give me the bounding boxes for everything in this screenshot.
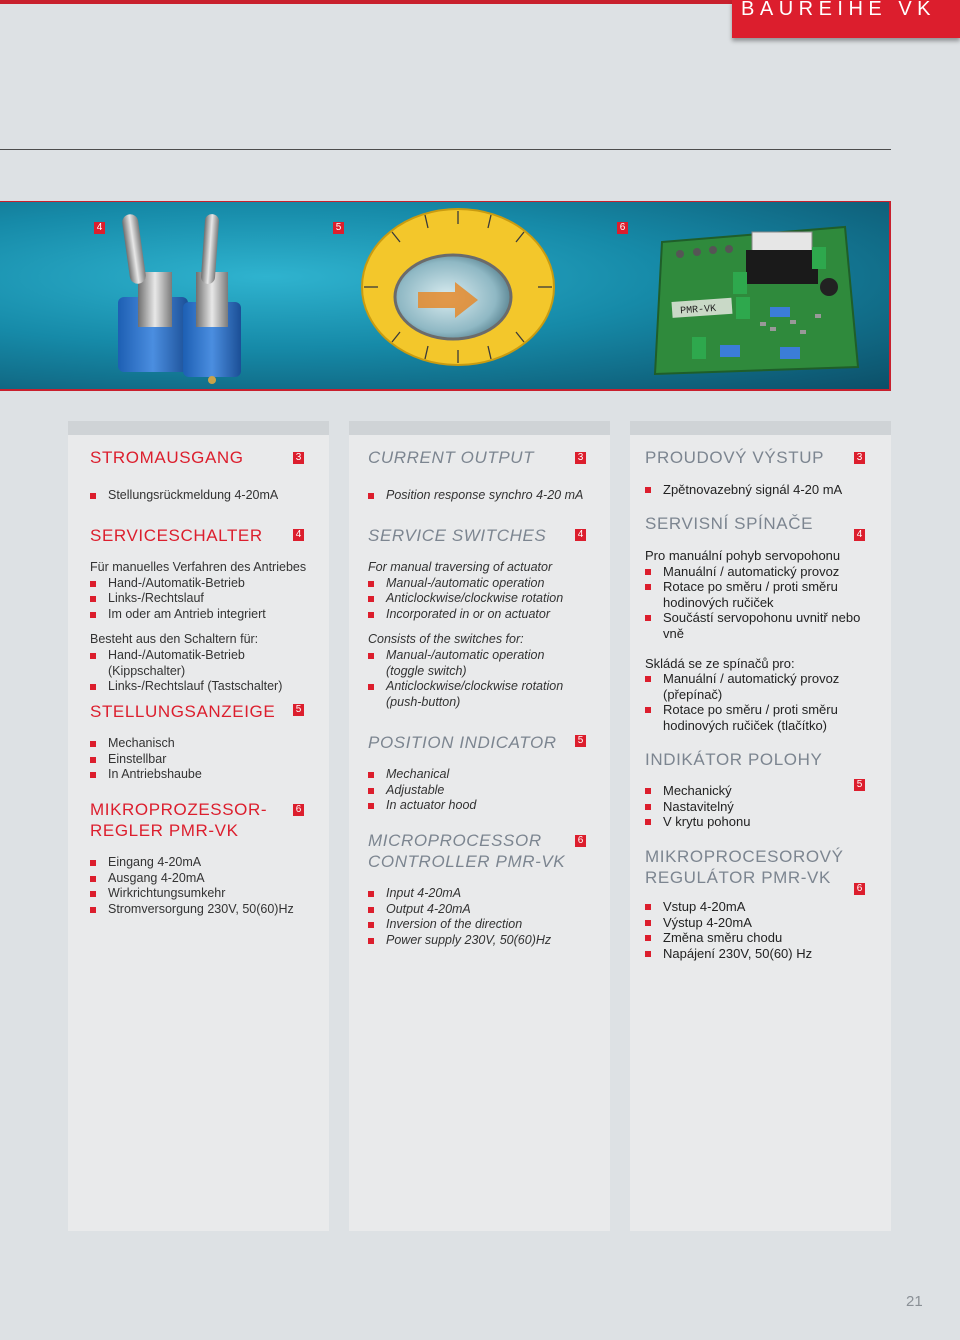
czech-column	[630, 421, 891, 1231]
list-item: Hand-/Automatik-Betrieb	[90, 576, 325, 592]
divider-line	[0, 149, 891, 150]
heading-line: REGLER PMR-VK	[90, 821, 239, 840]
photo-badge-5: 5	[333, 222, 344, 234]
list-item-line: Anticlockwise/clockwise rotation	[386, 679, 564, 694]
list-item: Výstup 4-20mA	[645, 915, 812, 931]
list-item: Incorporated in or on actuator	[368, 607, 603, 623]
list-item: Mechanický	[645, 783, 750, 799]
paragraph: Pro manuální pohyb servopohonu	[645, 548, 841, 563]
list-item: Input 4-20mA	[368, 886, 551, 902]
section-number: 4	[575, 529, 586, 541]
list-item: Napájení 230V, 50(60) Hz	[645, 946, 812, 962]
heading-position-indicator: POSITION INDICATOR	[368, 733, 557, 752]
list-item: In actuator hood	[368, 798, 476, 814]
section-number: 6	[575, 835, 586, 847]
list	[368, 767, 476, 814]
pcb-label: PMR-VK	[679, 303, 717, 318]
list	[645, 899, 812, 961]
list-item: Manual-/automatic operation	[368, 576, 603, 592]
list-item: Změna směru chodu	[645, 930, 812, 946]
list-item: Adjustable	[368, 783, 476, 799]
list-item-line: Součástí servopohonu uvnitř nebo	[663, 610, 861, 626]
section-number: 6	[293, 804, 304, 816]
list-item	[645, 579, 885, 610]
list-item-line: (toggle switch)	[386, 663, 467, 678]
list	[645, 783, 750, 830]
section-number: 5	[854, 779, 865, 791]
list-item: Position response synchro 4-20 mA	[368, 488, 583, 504]
heading-indikator-polohy: INDIKÁTOR POLOHY	[645, 750, 823, 769]
page-number: 21	[906, 1293, 923, 1310]
list-item: Im oder am Antrieb integriert	[90, 607, 325, 623]
position-indicator-image	[362, 209, 554, 365]
section-number: 4	[854, 529, 865, 541]
list-item-line: Manuální / automatický provoz	[663, 671, 840, 687]
list-item: In Antriebshaube	[90, 767, 202, 783]
list-item-line: Manual-/automatic operation	[386, 647, 545, 662]
list-item-line: vně	[663, 625, 684, 641]
list-item-line: hodinových ručiček	[663, 594, 774, 610]
section-number: 3	[854, 452, 865, 464]
section-number: 4	[293, 529, 304, 541]
list-item: Stromversorgung 230V, 50(60)Hz	[90, 902, 294, 918]
paragraph: For manual traversing of actuator	[368, 560, 553, 574]
column-band	[68, 421, 329, 435]
paragraph: Skládá se ze spínačů pro:	[645, 655, 795, 671]
list-item-line: Rotace po směru / proti směru	[663, 579, 838, 595]
section-number: 6	[854, 883, 865, 895]
list-item: Einstellbar	[90, 752, 202, 768]
paragraph: Besteht aus den Schaltern für:	[90, 632, 259, 647]
list-item-line: hodinových ručiček (tlačítko)	[663, 717, 828, 733]
section-number: 3	[293, 452, 304, 464]
heading-line: MIKROPROZESSOR-	[90, 800, 268, 819]
list-item	[368, 679, 603, 710]
list-item: V krytu pohonu	[645, 814, 750, 830]
photo-badge-4: 4	[94, 222, 105, 234]
list-item: Stellungsrückmeldung 4-20mA	[90, 488, 278, 504]
product-photos	[0, 202, 891, 391]
list-item-line: (push-button)	[386, 694, 461, 709]
product-photo-strip	[0, 201, 891, 391]
list-item-line: Rotace po směru / proti směru	[663, 702, 838, 718]
heading-line: REGULÁTOR PMR-VK	[645, 868, 831, 887]
list-item: Wirkrichtungsumkehr	[90, 886, 294, 902]
list-item: Hand-/Automatik-Betrieb (Kippschalter)	[90, 648, 325, 679]
toggle-switch-image	[118, 213, 241, 384]
heading-stromausgang: STROMAUSGANG	[90, 448, 244, 467]
series-banner	[732, 0, 960, 38]
heading-mikroprocesorovy	[645, 846, 844, 888]
series-title: BAUREIHE VK	[741, 0, 936, 20]
heading-stellungsanzeige: STELLUNGSANZEIGE	[90, 702, 276, 721]
list-item: Anticlockwise/clockwise rotation	[368, 591, 603, 607]
heading-mikroprozessor	[90, 799, 267, 841]
heading-line: MIKROPROCESOROVÝ	[645, 847, 844, 866]
paragraph: Consists of the switches for:	[368, 632, 524, 647]
list-item: Links-/Rechtslauf (Tastschalter)	[90, 679, 325, 695]
list	[90, 855, 294, 917]
heading-line: MICROPROCESSOR	[368, 831, 542, 850]
section-number: 5	[293, 704, 304, 716]
column-band	[349, 421, 610, 435]
list	[368, 488, 583, 504]
list-item: Power supply 230V, 50(60)Hz	[368, 933, 551, 949]
list-item: Manuální / automatický provoz	[645, 564, 885, 580]
list-item	[645, 610, 885, 641]
list-item: Eingang 4-20mA	[90, 855, 294, 871]
list-item: Mechanical	[368, 767, 476, 783]
english-column	[349, 421, 610, 1231]
heading-current-output: CURRENT OUTPUT	[368, 448, 535, 467]
list-item: Links-/Rechtslauf	[90, 591, 325, 607]
list	[90, 560, 325, 695]
german-column	[68, 421, 329, 1231]
list-item	[368, 648, 603, 679]
list-item: Zpětnovazebný signál 4-20 mA	[645, 482, 842, 498]
section-number: 3	[575, 452, 586, 464]
heading-serviceschalter: SERVICESCHALTER	[90, 526, 263, 545]
list	[90, 736, 202, 783]
list-item	[645, 671, 885, 702]
list-item: Ausgang 4-20mA	[90, 871, 294, 887]
list-item-line: (přepínač)	[663, 686, 723, 702]
list-item: Nastavitelný	[645, 799, 750, 815]
paragraph: Für manuelles Verfahren des Antriebes	[90, 560, 307, 574]
list-item: Vstup 4-20mA	[645, 899, 812, 915]
list-item: Inversion of the direction	[368, 917, 551, 933]
list	[368, 886, 551, 948]
list-item	[645, 702, 885, 733]
column-band	[630, 421, 891, 435]
list-item: Mechanisch	[90, 736, 202, 752]
pcb-controller-image	[655, 227, 858, 374]
photo-badge-6: 6	[617, 222, 628, 234]
heading-microprocessor	[368, 830, 565, 872]
list	[645, 548, 885, 734]
list	[90, 488, 278, 504]
heading-servisni-spinace: SERVISNÍ SPÍNAČE	[645, 514, 814, 533]
heading-line: CONTROLLER PMR-VK	[368, 852, 566, 871]
list	[368, 560, 603, 710]
heading-service-switches: SERVICE SWITCHES	[368, 526, 547, 545]
heading-proudovy-vystup: PROUDOVÝ VÝSTUP	[645, 448, 825, 467]
list	[645, 482, 842, 498]
list-item: Output 4-20mA	[368, 902, 551, 918]
section-number: 5	[575, 735, 586, 747]
